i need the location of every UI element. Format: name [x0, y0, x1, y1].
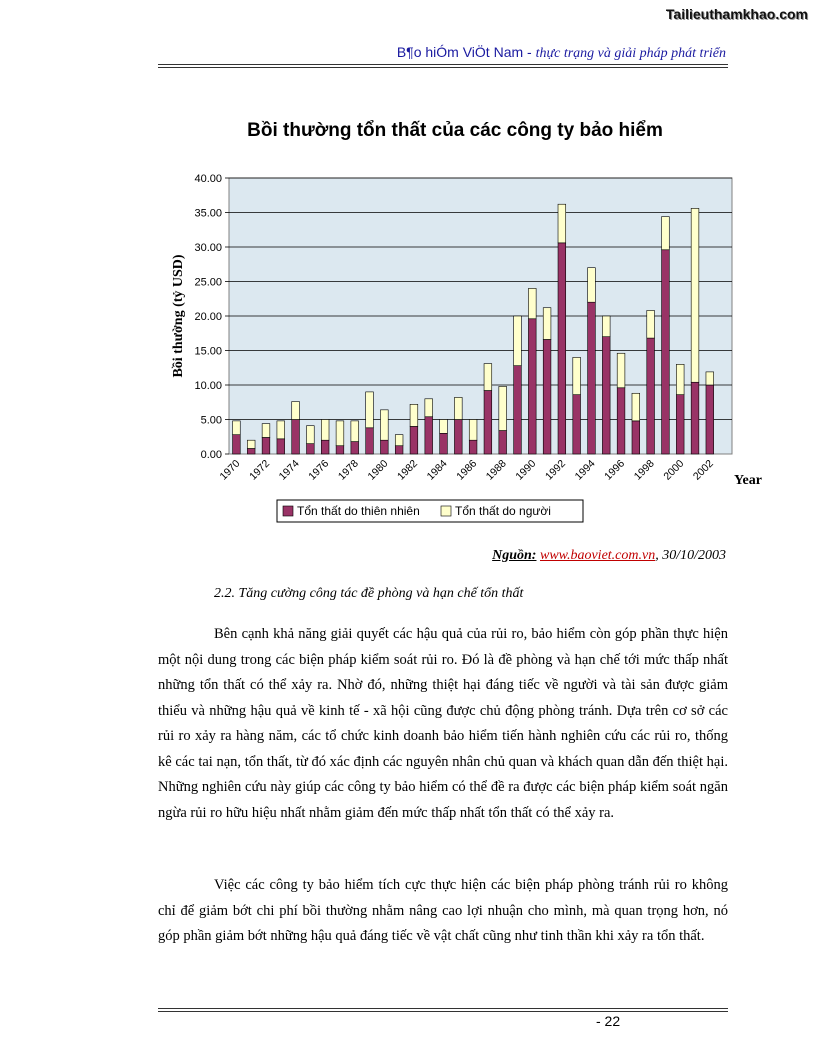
bar-human: [662, 217, 670, 250]
x-tick-label: 1978: [335, 457, 361, 483]
bar-human: [380, 410, 388, 440]
y-axis-label: Bồi thường (tỷ USD): [171, 254, 186, 378]
watermark-text: Tailieuthamkhao.com: [665, 6, 808, 22]
bar-natural: [307, 444, 315, 454]
bar-human: [647, 310, 655, 338]
x-tick-label: 1982: [395, 457, 421, 483]
bar-human: [366, 392, 374, 428]
bar-natural: [514, 366, 522, 454]
source-link[interactable]: www.baoviet.com.vn: [539, 548, 656, 563]
bar-human: [262, 424, 270, 438]
paragraph-1: Bên cạnh khả năng giải quyết các hậu quả của rủi ro, bảo hiểm còn góp phần thực hiện một nội dung trong các biện pháp kiểm soát rủi ro. Đó là đề phòng và hạn chế tới mức thấp nhất những tổn thất có thể xảy ra. Nhờ đó, những thiệt hại đáng tiếc về người và tài sản được giảm thiểu và những hậu quả về kinh tế - xã hội cũng được chủ động phòng tránh. Dựa trên cơ sở các rủi ro xảy ra hàng năm, các tổ chức kinh doanh bảo hiểm tiến hành nghiên cứu các rủi ro, thống kê các tai nạn, tổn thất, từ đó xác định các nguyên nhân chủ quan và khách quan dẫn đến thiệt hại. Những nghiên cứu này giúp các công ty bảo hiểm có thể đề ra được các biện pháp kiểm soát ngăn ngừa rủi ro hữu hiệu nhất nhằm giảm đến mức thấp nhất tổn thất có thể xảy ra.: [158, 626, 728, 821]
y-tick-label: 40.00: [194, 173, 222, 185]
bar-natural: [706, 385, 714, 454]
bar-human: [307, 426, 315, 444]
bar-human: [588, 268, 596, 303]
x-axis-label: Year: [734, 473, 762, 488]
x-tick-label: 1970: [217, 457, 243, 483]
bar-human: [277, 421, 285, 439]
legend-swatch-natural: [283, 506, 293, 516]
bar-human: [425, 399, 433, 417]
bar-human: [602, 316, 610, 337]
bar-natural: [588, 302, 596, 454]
y-tick-label: 25.00: [194, 276, 222, 289]
bar-natural: [558, 243, 566, 454]
bar-human: [543, 308, 551, 340]
bar-human: [292, 402, 300, 420]
bar-natural: [336, 446, 344, 454]
source-date: , 30/10/2003: [655, 548, 726, 563]
y-tick-label: 30.00: [194, 242, 222, 254]
y-tick-label: 15.00: [194, 345, 222, 358]
bar-human: [691, 208, 699, 382]
x-tick-label: 1974: [276, 457, 302, 483]
x-tick-label: 1984: [424, 457, 450, 483]
bar-natural: [351, 442, 359, 454]
legend-label-natural: Tổn thất do thiên nhiên: [297, 504, 420, 518]
bar-natural: [543, 339, 551, 454]
x-tick-label: 1996: [602, 457, 628, 483]
running-header-title: B¶o hiÓm ViÖt Nam -: [396, 44, 536, 60]
bar-natural: [632, 421, 640, 454]
bar-natural: [499, 431, 507, 454]
x-tick-label: 1988: [483, 457, 509, 483]
bar-human: [247, 440, 255, 448]
bar-natural: [647, 338, 655, 454]
bar-natural: [425, 417, 433, 454]
bar-human: [558, 204, 566, 243]
y-tick-label: 20.00: [194, 311, 222, 323]
footer-rule: [158, 1008, 728, 1012]
bar-natural: [528, 319, 536, 454]
bar-natural: [321, 440, 329, 454]
bar-natural: [602, 337, 610, 454]
loss-chart: [160, 108, 762, 538]
bar-human: [395, 435, 403, 446]
y-tick-label: 10.00: [194, 380, 222, 392]
bar-natural: [233, 435, 241, 454]
bar-human: [440, 420, 448, 434]
bar-human: [617, 353, 625, 388]
bar-natural: [410, 426, 418, 454]
running-header: [397, 44, 726, 62]
y-tick-label: 35.00: [194, 207, 222, 220]
source-label: Nguồn:: [492, 548, 537, 563]
bar-human: [469, 420, 477, 441]
x-tick-label: 1992: [542, 457, 568, 483]
bar-human: [632, 393, 640, 421]
bar-human: [233, 421, 241, 435]
legend-label-human: Tổn thất do người: [455, 504, 551, 518]
x-tick-label: 1990: [513, 457, 539, 483]
bar-natural: [573, 395, 581, 454]
bar-natural: [662, 250, 670, 454]
bar-human: [706, 372, 714, 385]
bar-human: [351, 421, 359, 442]
bar-natural: [617, 388, 625, 454]
bar-human: [336, 421, 344, 446]
bar-natural: [247, 448, 255, 454]
x-tick-label: 1972: [247, 457, 273, 483]
x-tick-label: 1986: [454, 457, 480, 483]
paragraph-2: Việc các công ty bảo hiểm tích cực thực hiện các biện pháp phòng tránh rủi ro không chỉ để giảm bớt chi phí bồi thường nhằm nâng cao lợi nhuận cho mình, mà quan trọng hơn, nó góp phần giảm bớt những hậu quả đáng tiếc về vật chất cũng như tinh thần khi xảy ra tổn thất.: [158, 877, 728, 944]
bar-human: [514, 316, 522, 366]
bar-human: [676, 364, 684, 394]
x-tick-label: 1998: [631, 457, 657, 483]
bar-natural: [469, 440, 477, 454]
bar-natural: [691, 382, 699, 454]
bar-human: [573, 357, 581, 394]
bar-natural: [676, 395, 684, 454]
bar-natural: [380, 440, 388, 454]
y-tick-label: 0.00: [200, 449, 222, 461]
x-tick-label: 2000: [661, 457, 687, 483]
bar-natural: [366, 428, 374, 454]
bar-natural: [262, 437, 270, 454]
page-number: - 22: [596, 1013, 621, 1029]
section-heading: 2.2. Tăng cường công tác đề phòng và hạn chế tổn thất: [214, 586, 524, 601]
x-tick-label: 1980: [365, 457, 391, 483]
bar-natural: [454, 420, 462, 455]
bar-natural: [395, 446, 403, 454]
x-tick-label: 2002: [690, 457, 716, 483]
chart-svg: [160, 108, 762, 538]
chart-title: Bồi thường tổn thất của các công ty bảo hiểm: [247, 120, 663, 141]
header-rule: [158, 64, 728, 68]
x-tick-label: 1994: [572, 457, 598, 483]
y-tick-label: 5.00: [200, 414, 222, 427]
chart-source: [492, 548, 726, 564]
bar-human: [528, 288, 536, 318]
bar-natural: [484, 391, 492, 454]
bar-human: [499, 386, 507, 430]
bar-human: [484, 364, 492, 391]
bar-human: [454, 397, 462, 419]
bar-natural: [277, 439, 285, 454]
bar-human: [321, 420, 329, 441]
bar-human: [410, 404, 418, 426]
running-header-subtitle: thực trạng và giải pháp phát triển: [535, 46, 726, 61]
bar-natural: [440, 433, 448, 454]
legend-swatch-human: [441, 506, 451, 516]
x-tick-label: 1976: [306, 457, 332, 483]
bar-natural: [292, 420, 300, 455]
